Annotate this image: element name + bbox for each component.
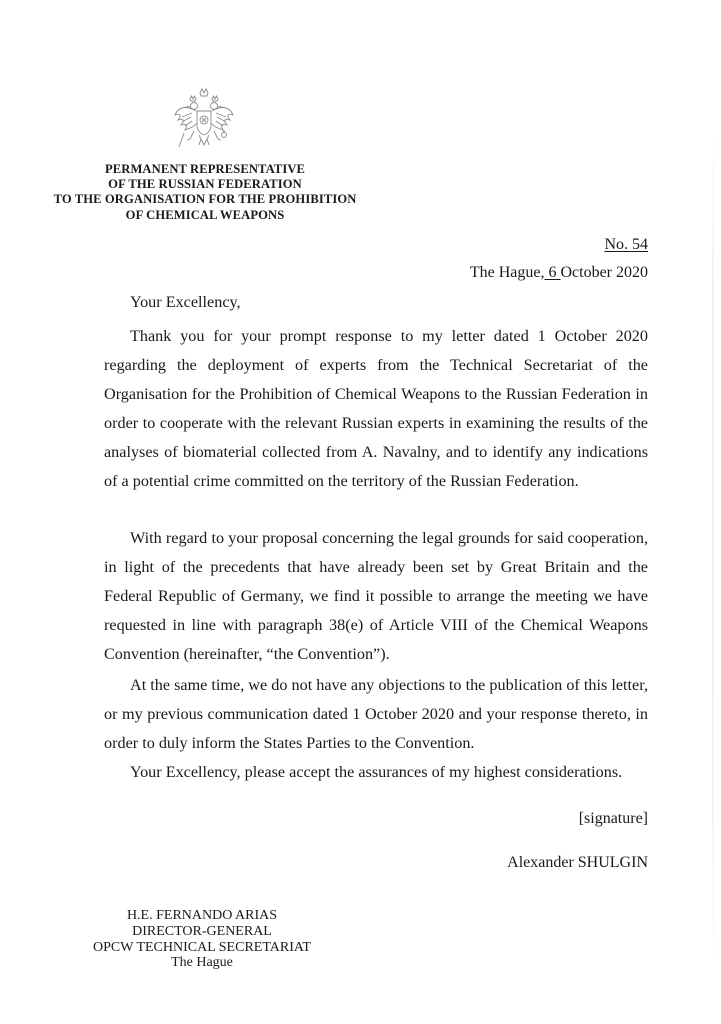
addressee-block xyxy=(86,908,318,971)
letterhead-line: OF CHEMICAL WEAPONS xyxy=(125,207,285,222)
place-prefix: The Hague, xyxy=(469,264,545,281)
date-month-year: October 2020 xyxy=(560,264,648,281)
signatory-name: Alexander SHULGIN xyxy=(507,854,648,871)
double-headed-eagle-icon xyxy=(172,87,236,155)
paragraph-text: At the same time, we do not have any objections to the publication of this letter, or my previous communication dated 1 October 2020 and your response thereto, in order to duly inform the States Parties to the Convention. xyxy=(104,676,648,752)
body-paragraph-2 xyxy=(104,524,648,669)
salutation: Your Excellency, xyxy=(130,293,241,311)
addressee-line: DIRECTOR-GENERAL xyxy=(132,923,272,939)
body-paragraph-1 xyxy=(104,322,648,495)
letterhead xyxy=(40,162,370,223)
addressee-line: H.E. FERNANDO ARIAS xyxy=(126,908,278,923)
reference-number: No. 54 xyxy=(604,236,648,253)
paragraph-text: Your Excellency, please accept the assurances of my highest considerations. xyxy=(130,763,623,781)
signature-placeholder: [signature] xyxy=(578,810,648,827)
body-paragraph-4 xyxy=(104,758,648,787)
body-paragraph-3 xyxy=(104,671,648,758)
addressee-line: The Hague xyxy=(171,955,233,971)
letterhead-line: OF THE RUSSIAN FEDERATION xyxy=(108,177,302,192)
paragraph-text: With regard to your proposal concerning the legal grounds for said cooperation, in light of the precedents that have already been set by Great Britain and the Federal Republic of Germany, we find it possible to arrange the meeting we have requested in line with paragraph 38(e) of Article VIII of the Chemical Weapons Convention (hereinafter, “the Convention”). xyxy=(104,529,648,663)
letterhead-line: PERMANENT REPRESENTATIVE xyxy=(104,162,306,176)
scan-edge-shadow xyxy=(712,130,714,970)
paragraph-text: Thank you for your prompt response to my letter dated 1 October 2020 regarding the deployment of experts from the Technical Secretariat of the Organisation for the Prohibition of Chemical Weapons to the Russian Federation in order to cooperate with the relevant Russian experts in examining the results of the analyses of biomaterial collected from A. Navalny, and to identify any indications of a potential crime committed on the territory of the Russian Federation. xyxy=(104,327,648,490)
letterhead-line: TO THE ORGANISATION FOR THE PROHIBITION xyxy=(53,192,357,207)
addressee-line: OPCW TECHNICAL SECRETARIAT xyxy=(93,939,311,955)
date-day: 6 xyxy=(544,264,561,281)
place-and-date xyxy=(470,264,648,282)
